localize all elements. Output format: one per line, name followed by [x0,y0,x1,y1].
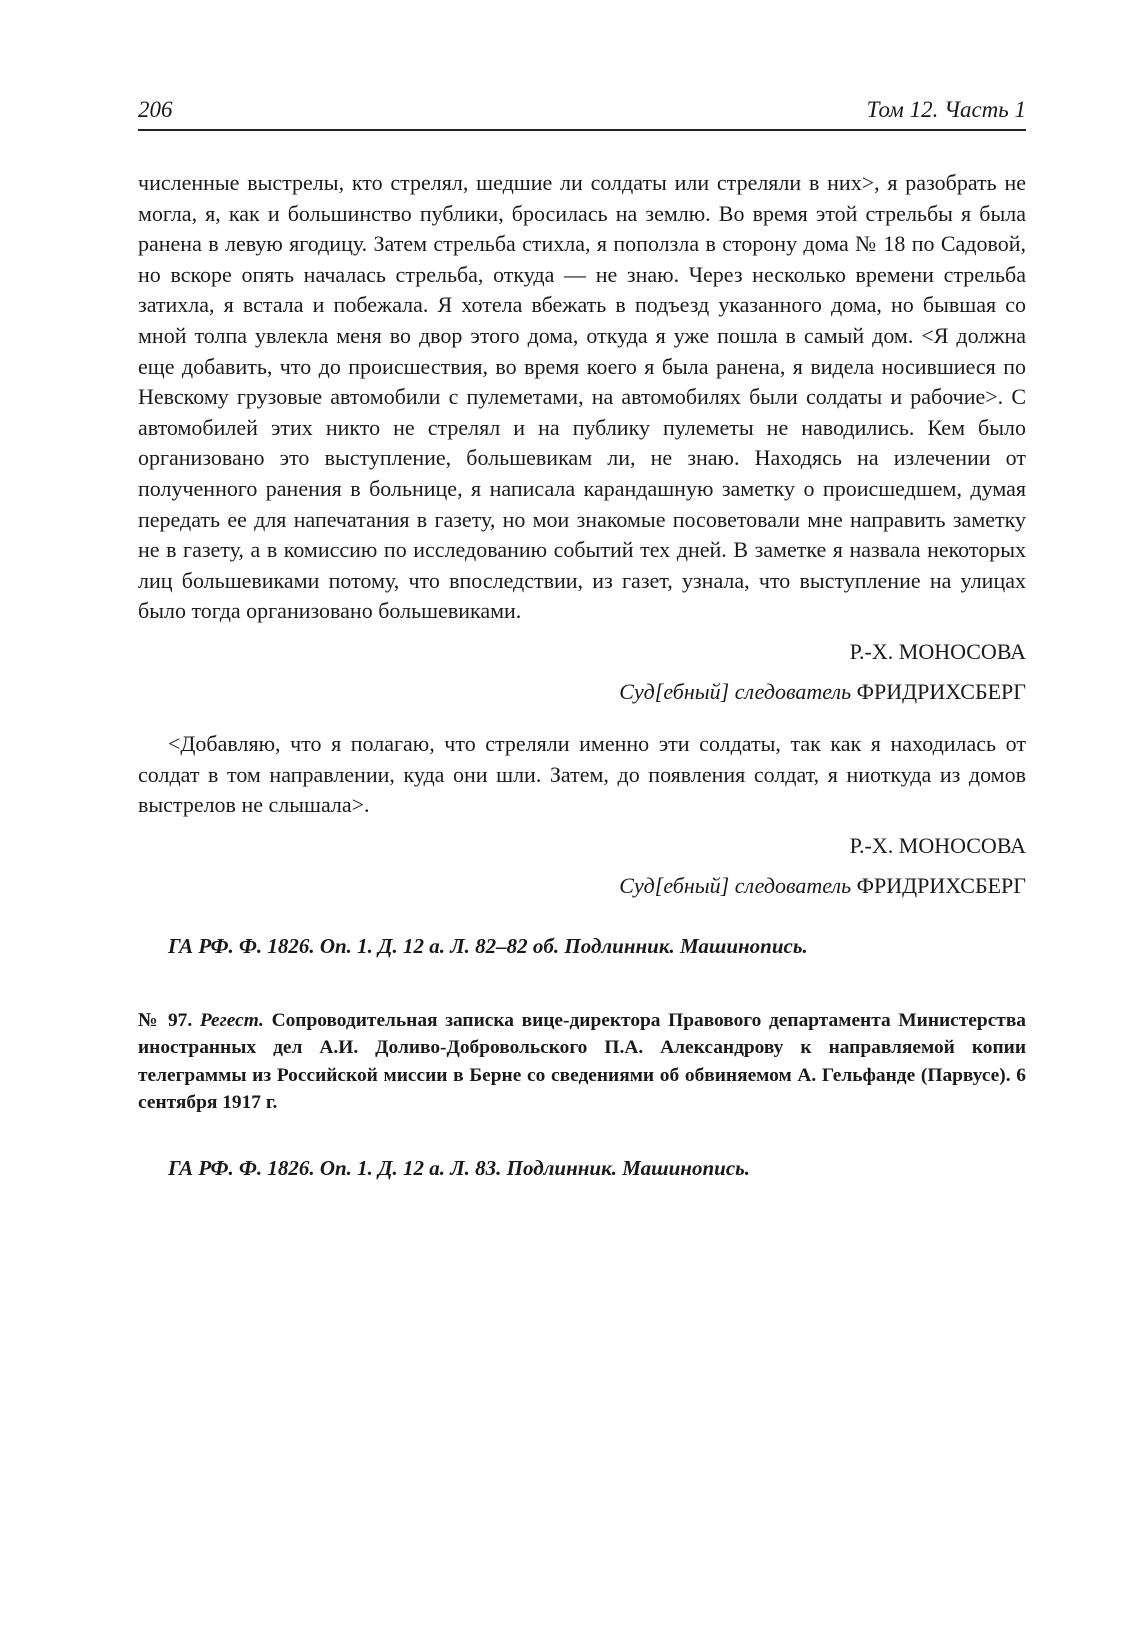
investigator-role-1: Суд[ебный] следователь [619,678,852,704]
document-97-summary: Сопроводительная записка вице-директора Правового департамента Министерства иностранных дел А.И. Доливо-Добровольского П.А. Александрову к направляемой копии телеграммы из Российской миссии в Берне со сведениями об обвиняемом А. Гельфанде (Парвусе). 6 сентября 1917 г. [138,1009,1026,1114]
witness-name-2: Р.-Х. МОНОСОВА [849,832,1026,858]
document-97-number: № 97. [138,1009,193,1031]
header-rule [138,129,1026,131]
investigator-name-2: ФРИДРИХСБЕРГ [856,872,1026,898]
witness-signature-1 [138,637,1026,667]
witness-signature-2 [138,831,1026,861]
testimony-paragraph-1: численные выстрелы, кто стрелял, шедшие ли солдаты или стреляли в них>, я разобрать не могла, я, как и большинство публики, бросилась на землю. Во время этой стрельбы я была ранена в левую ягодицу. Затем стрельба стихла, я поползла в сторону дома № 18 по Садовой, но вскоре опять началась стрельба, откуда — не знаю. Через несколько времени стрельба затихла, я встала и побежала. Я хотела вбежать в подъезд указанного дома, но бывшая со мной толпа увлекла меня во двор этого дома, откуда я уже пошла в самый дом. <Я должна еще добавить, что до происшествия, во время коего я была ранена, я видела носившиеся по Невскому грузовые автомобили с пулеметами, на автомобилях были солдаты и рабочие>. С автомобилей этих никто не стрелял и на публику пулеметы не наводились. Кем было организовано это выступление, большевикам ли, не знаю. Находясь на излечении от полученного ранения в больнице, я написала карандашную заметку о происшедшем, думая передать ее для напечатания в газету, но мои знакомые посоветовали мне направить заметку не в газету, а в комиссию по исследованию событий тех дней. В заметке я назвала некоторых лиц большевиками потому, что впоследствии, из газет, узнала, что выступление на улицах было тогда организовано большевиками. [138,170,1026,624]
volume-title: Том 12. Часть 1 [866,97,1026,122]
investigator-signature-2 [138,871,1026,901]
page-body [138,168,1026,1183]
document-97-label: Регест. [199,1009,264,1031]
archive-reference-2: ГА РФ. Ф. 1826. Оп. 1. Д. 12 а. Л. 83. Подлинник. Машинопись. [168,1155,750,1180]
page-number: 206 [138,97,173,122]
running-header [138,90,1026,124]
archive-reference-1: ГА РФ. Ф. 1826. Оп. 1. Д. 12 а. Л. 82–82 об. Подлинник. Машинопись. [168,933,808,958]
investigator-signature-1 [138,677,1026,707]
witness-name-1: Р.-Х. МОНОСОВА [849,638,1026,664]
investigator-name-1: ФРИДРИХСБЕРГ [856,678,1026,704]
investigator-role-2: Суд[ебный] следователь [619,872,852,898]
testimony-paragraph-2: <Добавляю, что я полагаю, что стреляли именно эти солдаты, так как я находилась от солдат в том направлении, куда они шли. Затем, до появления солдат, я ниоткуда из домов выстрелов не слышала>. [138,730,1026,818]
document-97-regest [138,1007,1026,1117]
